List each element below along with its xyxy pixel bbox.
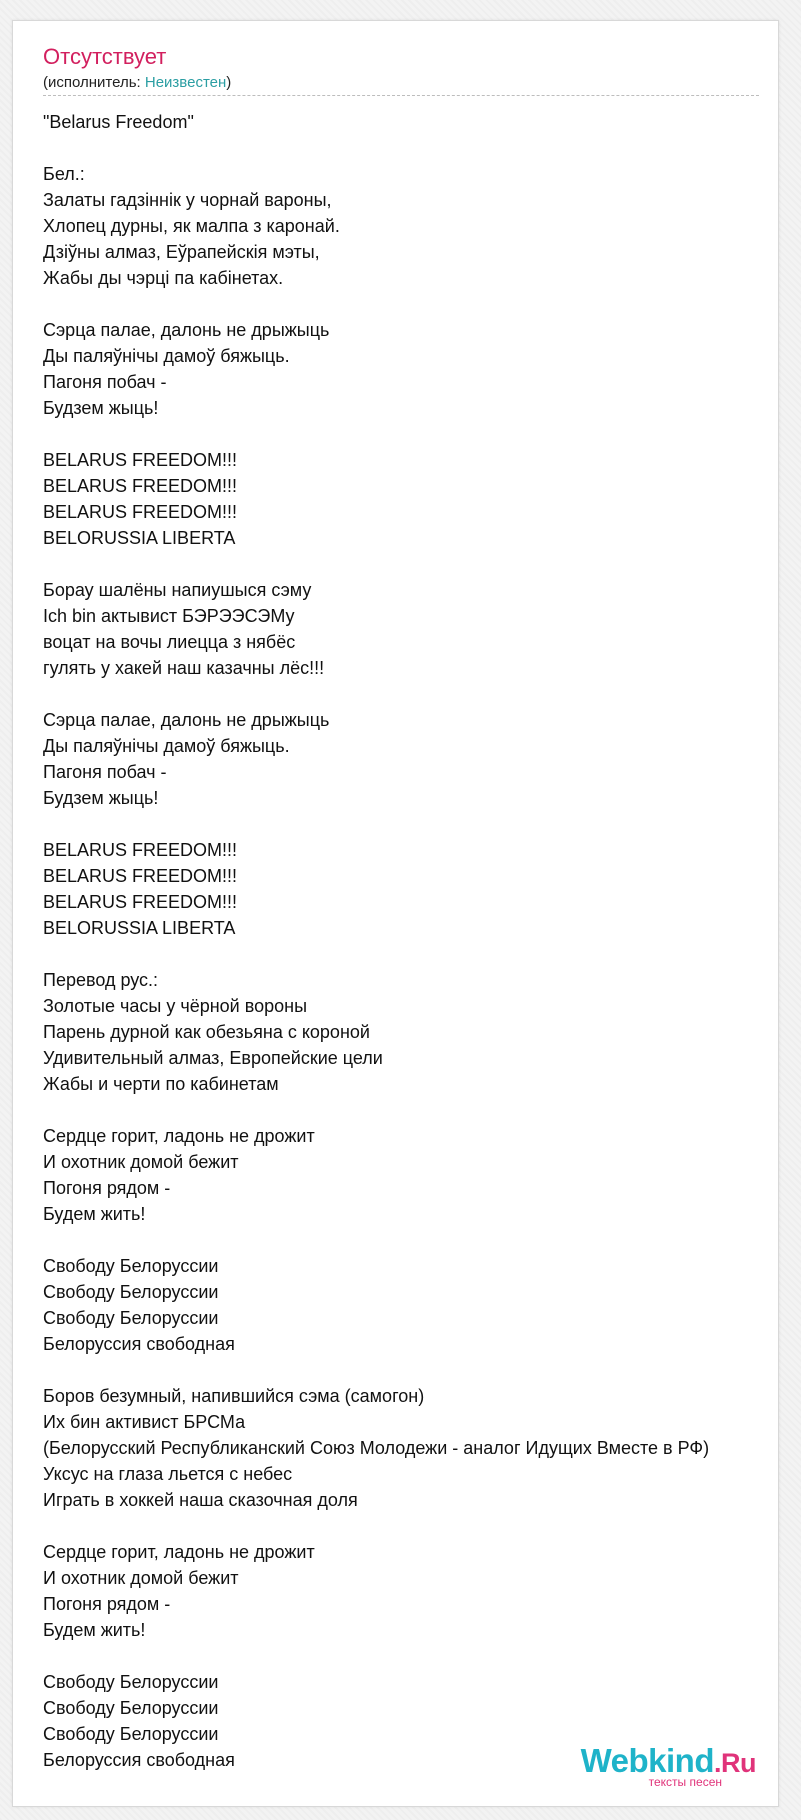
lyric-line: Будем жить! [43,1620,146,1640]
lyric-line: (Белорусский Республиканский Союз Молодежи - аналог Идущих Вместе в РФ) [43,1438,710,1458]
lyric-blank-line [43,811,783,837]
lyric-line: гулять у хакей наш казачны лёс!!! [43,658,325,678]
lyric-line: Белоруссия свободная [43,1750,235,1770]
lyric-blank-line [43,135,783,161]
lyric-line: Свободу Белоруссии [43,1724,219,1744]
artist-suffix: ) [226,74,232,91]
lyric-line: BELARUS FREEDOM!!! [43,892,238,912]
lyrics-card [12,20,779,1807]
lyric-blank-line [43,551,783,577]
lyric-line: Сердце горит, ладонь не дрожит [43,1126,315,1146]
lyric-line: Золотые часы у чёрной вороны [43,996,308,1016]
lyric-line: BELARUS FREEDOM!!! [43,450,238,470]
lyric-line: Свободу Белоруссии [43,1282,219,1302]
title-divider [43,95,759,96]
lyric-line: BELORUSSIA LIBERTA [43,918,236,938]
watermark-tld: .Ru [714,1748,756,1778]
lyric-line: Ich bin актывист БЭРЭЭСЭМу [43,606,295,626]
lyric-line: BELARUS FREEDOM!!! [43,840,238,860]
lyric-line: Свободу Белоруссии [43,1698,219,1718]
lyric-line: BELORUSSIA LIBERTA [43,528,236,548]
lyric-line: Уксус на глаза льется с небес [43,1464,293,1484]
lyric-line: Жабы и черти по кабинетам [43,1074,279,1094]
lyric-line: Будем жить! [43,1204,146,1224]
lyric-blank-line [43,681,783,707]
lyric-line: Дзіўны алмаз, Еўрапейскія мэты, [43,242,320,262]
lyric-line: Борау шалёны напиушыся сэму [43,580,312,600]
lyric-line: Парень дурной как обезьяна с короной [43,1022,370,1042]
artist-prefix: (исполнитель: [43,74,145,91]
lyric-line: Свободу Белоруссии [43,1308,219,1328]
lyric-line: "Belarus Freedom" [43,112,194,132]
lyric-blank-line [43,1357,783,1383]
lyric-line: Боров безумный, напившийся сэма (самогон) [43,1386,425,1406]
lyric-line: Белоруссия свободная [43,1334,235,1354]
lyric-line: Сэрца палае, далонь не дрыжыць [43,320,330,340]
lyrics-text [43,109,783,1773]
watermark-tagline: тексты песен [648,1775,722,1789]
lyric-line: Их бин активист БРСМа [43,1412,246,1432]
lyric-blank-line [43,941,783,967]
lyric-blank-line [43,1097,783,1123]
lyric-line: воцат на вочы лиецца з нябёс [43,632,296,652]
lyric-line: Жабы ды чэрці па кабінетах. [43,268,284,288]
lyric-line: Пагоня побач - [43,372,167,392]
site-watermark [546,1744,756,1788]
lyric-line: Сэрца палае, далонь не дрыжыць [43,710,330,730]
lyric-blank-line [43,291,783,317]
lyric-line: Пагоня побач - [43,762,167,782]
lyric-blank-line [43,1643,783,1669]
lyric-line: Свободу Белоруссии [43,1672,219,1692]
lyric-line: Удивительный алмаз, Европейские цели [43,1048,383,1068]
lyric-line: Хлопец дурны, як малпа з каронай. [43,216,340,236]
lyric-line: Будзем жыць! [43,788,159,808]
lyric-line: BELARUS FREEDOM!!! [43,866,238,886]
lyric-line: Ды паляўнічы дамоў бяжыць. [43,736,290,756]
lyric-line: Играть в хоккей наша сказочная доля [43,1490,358,1510]
artist-line [43,73,231,93]
lyric-line: И охотник домой бежит [43,1568,239,1588]
lyric-line: Залаты гадзіннік у чорнай вароны, [43,190,332,210]
lyric-blank-line [43,1513,783,1539]
lyric-line: Сердце горит, ладонь не дрожит [43,1542,315,1562]
lyric-line: Погоня рядом - [43,1178,171,1198]
artist-link[interactable]: Неизвестен [144,74,227,91]
song-title: Отсутствует [43,44,167,69]
lyric-line: Бел.: [43,164,85,184]
lyric-blank-line [43,421,783,447]
lyric-line: Ды паляўнічы дамоў бяжыць. [43,346,290,366]
lyric-line: Перевод рус.: [43,970,159,990]
lyric-line: BELARUS FREEDOM!!! [43,476,238,496]
lyric-blank-line [43,1227,783,1253]
lyric-line: И охотник домой бежит [43,1152,239,1172]
watermark-brand: Webkind [580,1742,714,1779]
lyric-line: Будзем жыць! [43,398,159,418]
lyric-line: Свободу Белоруссии [43,1256,219,1276]
lyric-line: BELARUS FREEDOM!!! [43,502,238,522]
lyric-line: Погоня рядом - [43,1594,171,1614]
